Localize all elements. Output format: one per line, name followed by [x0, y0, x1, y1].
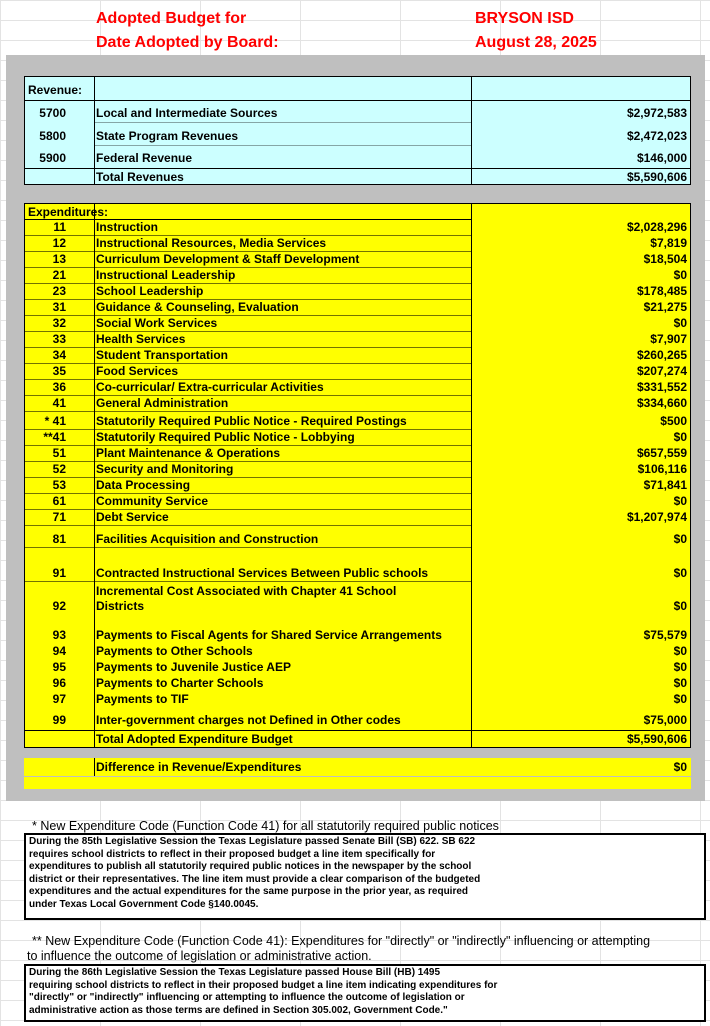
note2-title-line1: ** New Expenditure Code (Function Code 41): Expenditures for "directly" or "indirectly" influencing or attempting: [32, 934, 651, 948]
expenditure-amount: $7,819: [650, 236, 687, 250]
expenditure-description: Instruction: [96, 220, 158, 234]
expenditure-description: Data Processing: [96, 478, 191, 492]
expenditure-amount: $18,504: [643, 252, 687, 266]
adoption-date: August 28, 2025: [475, 34, 597, 51]
expenditure-amount: $0: [673, 644, 687, 658]
expenditure-code: **41: [43, 430, 66, 444]
expenditure-code: 31: [52, 300, 66, 314]
expenditure-code: 12: [52, 236, 66, 250]
expenditure-amount: $260,265: [636, 348, 687, 362]
expenditure-code: 41: [52, 396, 66, 410]
expenditure-description: Statutorily Required Public Notice - Required Postings: [96, 414, 407, 428]
expenditure-description: Payments to TIF: [96, 692, 189, 706]
expenditure-code: 93: [52, 628, 66, 642]
expenditure-amount: $0: [673, 494, 687, 508]
expenditure-code: 92: [52, 599, 66, 613]
expenditure-code: 33: [52, 332, 66, 346]
expenditure-amount: $334,660: [636, 396, 687, 410]
expenditure-description: Plant Maintenance & Operations: [96, 446, 281, 460]
expenditure-amount: $0: [673, 676, 687, 690]
expenditure-code: 23: [52, 284, 66, 298]
expenditure-description: General Administration: [96, 396, 229, 410]
revenue-heading: Revenue:: [28, 83, 83, 97]
expenditure-code: 97: [52, 692, 66, 706]
expenditure-amount: $0: [673, 268, 687, 282]
expenditure-code: 36: [52, 380, 66, 394]
expenditure-amount: $657,559: [636, 446, 687, 460]
revenue-code: 5900: [39, 151, 66, 165]
expenditure-code: 35: [52, 364, 66, 378]
revenue-amount: $2,472,023: [626, 129, 687, 143]
expenditure-amount: $0: [673, 430, 687, 444]
expenditure-description: Payments to Charter Schools: [96, 676, 264, 690]
expenditure-amount: $207,274: [636, 364, 687, 378]
expenditure-amount: $71,841: [643, 478, 687, 492]
budget-title-label: Adopted Budget for: [96, 10, 247, 27]
revenue-code: 5700: [39, 106, 66, 120]
expenditure-code: 11: [53, 220, 66, 234]
expenditure-code: 53: [52, 478, 66, 492]
expenditure-description: Contracted Instructional Services Between Public schools: [96, 566, 429, 580]
expenditure-description: School Leadership: [96, 284, 204, 298]
revenue-code: 5800: [39, 129, 66, 143]
expenditure-description: Debt Service: [96, 510, 169, 524]
difference-label: Difference in Revenue/Expenditures: [96, 760, 302, 774]
date-adopted-label: Date Adopted by Board:: [96, 34, 279, 51]
expenditure-description: Payments to Fiscal Agents for Shared Service Arrangements: [96, 628, 442, 642]
expenditure-amount: $331,552: [636, 380, 687, 394]
expenditure-code: 13: [52, 252, 66, 266]
expenditure-code: 71: [52, 510, 66, 524]
expenditure-amount: $0: [673, 566, 687, 580]
revenue-amount: $2,972,583: [626, 106, 687, 120]
expenditure-description: Student Transportation: [96, 348, 228, 362]
expenditure-description: Community Service: [96, 494, 209, 508]
expenditure-description: Inter-government charges not Defined in Other codes: [96, 713, 401, 727]
expenditure-description: Co-curricular/ Extra-curricular Activities: [96, 380, 324, 394]
revenue-amount: $146,000: [636, 151, 687, 165]
difference-amount: $0: [673, 760, 687, 774]
note2-body: During the 86th Legislative Session the Texas Legislature passed House Bill (HB) 1495 requiring school districts to reflect in their proposed budget a line item indicating expenditures for "directly" or "indirectly" influencing or attempting to influence the outcome of legislation or administrative action as those terms are defined in Section 305.002, Government Code.": [24, 964, 706, 1022]
total-revenues-label: Total Revenues: [96, 170, 184, 184]
expenditure-code: 99: [52, 713, 66, 727]
expenditure-amount: $500: [660, 414, 687, 428]
expenditure-code: 32: [52, 316, 66, 330]
expenditure-amount: $75,579: [643, 628, 687, 642]
expenditure-code: 21: [52, 268, 66, 282]
total-revenues-amount: $5,590,606: [626, 170, 687, 184]
expenditure-amount: $1,207,974: [626, 510, 687, 524]
expenditure-code: * 41: [44, 414, 66, 428]
expenditure-description: Curriculum Development & Staff Development: [96, 252, 360, 266]
expenditure-code: 91: [52, 566, 66, 580]
expenditure-description: Facilities Acquisition and Construction: [96, 532, 319, 546]
expenditure-amount: $7,907: [650, 332, 687, 346]
expenditure-description: Payments to Other Schools: [96, 644, 253, 658]
expenditure-code: 52: [52, 462, 66, 476]
revenue-description: Local and Intermediate Sources: [96, 106, 278, 120]
expenditure-code: 96: [52, 676, 66, 690]
expenditure-description: Health Services: [96, 332, 186, 346]
expenditure-description: Incremental Cost Associated with Chapter 41 School: [96, 584, 397, 598]
note2-title-line2: to influence the outcome of legislation or administrative action.: [27, 949, 372, 963]
expenditure-code: 94: [52, 644, 66, 658]
expenditure-code: 95: [52, 660, 66, 674]
expenditure-amount: $0: [673, 692, 687, 706]
expenditure-description: Instructional Leadership: [96, 268, 236, 282]
expenditure-description: Social Work Services: [96, 316, 218, 330]
expenditure-description: Payments to Juvenile Justice AEP: [96, 660, 291, 674]
expenditure-code: 81: [52, 532, 66, 546]
note1-body: During the 85th Legislative Session the Texas Legislature passed Senate Bill (SB) 622. SB 622 requires school districts to reflect in their proposed budget a line item specifically for expenditures to publish all statutorily required public notices in the newspaper by the school district or their representatives. The line item must provide a clear comparison of the budgeted expenditures and the actual expenditures for the same purpose in the prior year, as required under Texas Local Government Code §140.0045.: [24, 833, 706, 920]
expenditure-code: 34: [52, 348, 66, 362]
note1-title: * New Expenditure Code (Function Code 41) for all statutorily required public notices: [32, 819, 499, 833]
expenditure-amount: $21,275: [643, 300, 687, 314]
total-expenditures-label: Total Adopted Expenditure Budget: [96, 732, 293, 746]
expenditure-code: 61: [52, 494, 66, 508]
expenditure-amount: $75,000: [643, 713, 687, 727]
total-expenditures-amount: $5,590,606: [626, 732, 687, 746]
expenditure-amount: $2,028,296: [626, 220, 687, 234]
expenditure-amount: $0: [673, 532, 687, 546]
expenditure-description: Food Services: [96, 364, 179, 378]
revenue-description: Federal Revenue: [96, 151, 193, 165]
expenditure-description: Statutorily Required Public Notice - Lobbying: [96, 430, 355, 444]
expenditure-amount: $106,116: [637, 462, 687, 476]
expenditure-code: 51: [52, 446, 66, 460]
expenditure-amount: $0: [673, 660, 687, 674]
expenditure-description: Guidance & Counseling, Evaluation: [96, 300, 299, 314]
expenditure-description: Security and Monitoring: [96, 462, 234, 476]
expenditure-amount: $0: [673, 599, 687, 613]
district-name: BRYSON ISD: [475, 10, 574, 27]
revenue-description: State Program Revenues: [96, 129, 239, 143]
expenditure-amount: $0: [673, 316, 687, 330]
expenditures-heading: Expenditures:: [28, 205, 109, 219]
expenditure-description: Districts: [96, 599, 145, 613]
expenditure-amount: $178,485: [636, 284, 687, 298]
expenditure-description: Instructional Resources, Media Services: [96, 236, 327, 250]
